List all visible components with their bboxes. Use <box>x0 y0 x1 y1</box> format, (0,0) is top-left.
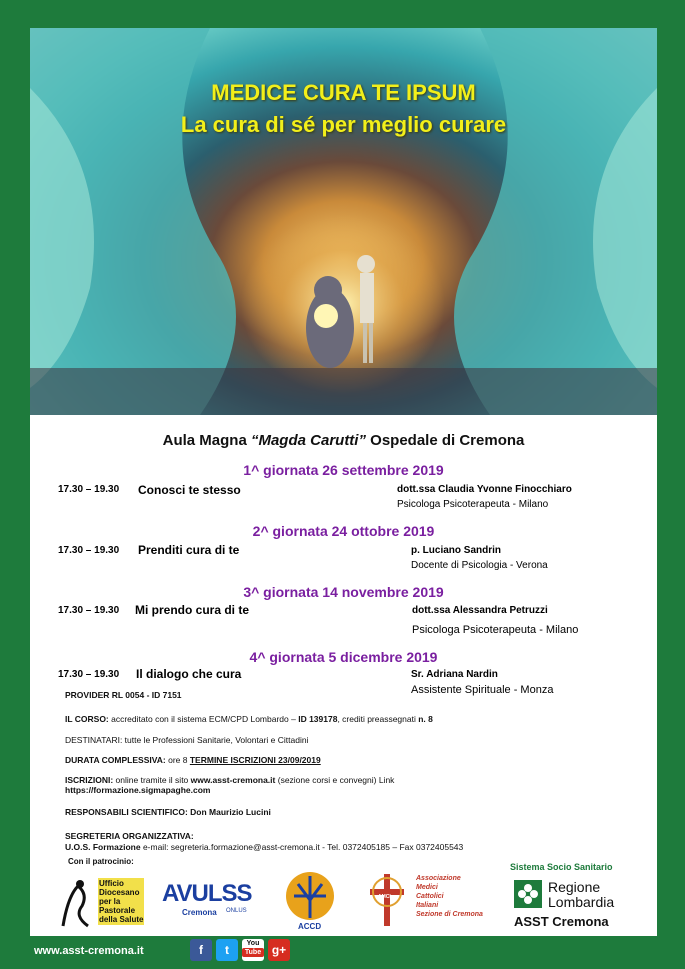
ufficio-diocesano-logo <box>58 876 148 932</box>
corso-text: accreditato con il sistema ECM/CPD Lombardo – <box>108 714 299 724</box>
session-speaker-1: dott.ssa Claudia Yvonne Finocchiaro <box>397 484 572 495</box>
regione-lombardia-logo <box>510 862 650 934</box>
accd-mark-icon <box>280 870 340 922</box>
amci-line-5: Sezione di Cremona <box>416 911 483 918</box>
venue-line <box>30 432 657 449</box>
session-speaker-2: p. Luciano Sandrin <box>411 545 502 556</box>
session-topic-1: Conosci te stesso <box>138 483 241 497</box>
session-time-2: 17.30 – 19.30 <box>58 545 120 556</box>
durata-label: DURATA COMPLESSIVA: <box>65 755 166 765</box>
session-topic-4: Il dialogo che cura <box>136 667 242 681</box>
session-topic-2: Prenditi cura di te <box>138 543 240 557</box>
ufficio-line-2: Diocesano <box>99 888 140 897</box>
avulss-logo <box>162 880 262 928</box>
destinatari-line: DESTINATARI: tutte le Professioni Sanitarie, Volontari e Cittadini <box>65 735 309 745</box>
sistema-label: Sistema Socio Sanitario <box>510 862 613 872</box>
segreteria-text: e-mail: segreteria.formazione@asst-cremona.it - Tel. 0372405185 – Fax 0372405543 <box>140 842 464 852</box>
poster-title: MEDICE CURA TE IPSUM <box>211 80 476 105</box>
session-role-1: Psicologa Psicoterapeuta - Milano <box>397 499 549 510</box>
segreteria-uos: U.O.S. Formazione <box>65 842 141 852</box>
session-topic-3: Mi prendo cura di te <box>135 603 250 617</box>
youtube-bottom: Tube <box>242 948 264 957</box>
facebook-icon[interactable]: f <box>190 939 212 961</box>
youtube-top: You <box>246 940 260 947</box>
footer-website-link[interactable]: www.asst-cremona.it <box>34 945 144 957</box>
poster-sheet <box>30 28 657 936</box>
youtube-icon[interactable] <box>242 939 264 961</box>
iscrizioni-tail: (sezione corsi e convegni) Link <box>275 775 395 785</box>
hero-illustration <box>30 28 657 415</box>
venue-name: “Magda Carutti” <box>250 432 366 449</box>
patrocinio-label: Con il patrocinio: <box>68 857 134 866</box>
session-day-1: 1^ giornata 26 settembre 2019 <box>243 462 444 478</box>
amci-line-3: Cattolici <box>416 893 444 900</box>
ufficio-mark-icon <box>58 876 98 932</box>
provider-line: PROVIDER RL 0054 - ID 7151 <box>65 690 182 700</box>
regione-line-1: Regione <box>548 879 601 895</box>
session-day-4: 4^ giornata 5 dicembre 2019 <box>249 649 438 665</box>
session-role-2: Docente di Psicologia - Verona <box>411 560 548 571</box>
venue-pre: Aula Magna <box>162 432 251 449</box>
iscrizioni-site-link[interactable]: www.asst-cremona.it <box>190 775 276 785</box>
ufficio-line-5: della Salute <box>99 915 144 924</box>
session-time-1: 17.30 – 19.30 <box>58 484 120 495</box>
amci-mark: AMCI <box>378 894 391 900</box>
regione-line-2: Lombardia <box>548 894 615 910</box>
accd-logo <box>280 870 340 934</box>
amci-line-4: Italiani <box>416 902 439 909</box>
poster-subtitle: La cura di sé per meglio curare <box>180 112 507 137</box>
amci-logo <box>364 872 504 932</box>
durata-line <box>65 755 321 765</box>
iscrizioni-url-link[interactable]: https://formazione.sigmapaghe.com <box>65 785 211 795</box>
segreteria-label: SEGRETERIA ORGANIZZATIVA: <box>65 831 194 841</box>
corso-label: IL CORSO: <box>65 714 109 724</box>
ufficio-line-4: Pastorale <box>99 906 136 915</box>
amci-line-1: Associazione <box>416 875 461 882</box>
session-day-3: 3^ giornata 14 novembre 2019 <box>243 584 444 600</box>
twitter-icon[interactable]: t <box>216 939 238 961</box>
segreteria-line <box>65 842 463 852</box>
session-time-3: 17.30 – 19.30 <box>58 605 120 616</box>
google-plus-icon[interactable]: g+ <box>268 939 290 961</box>
asst-name: ASST Cremona <box>514 914 609 929</box>
corso-crediti: n. 8 <box>418 714 433 724</box>
amci-line-2: Medici <box>416 884 438 891</box>
avulss-name: AVULSS <box>162 880 252 907</box>
corso-line <box>65 714 433 724</box>
session-time-4: 17.30 – 19.30 <box>58 669 120 680</box>
venue-post: Ospedale di Cremona <box>365 432 525 449</box>
amci-cross-icon <box>364 872 410 928</box>
corso-id: ID 139178 <box>298 714 338 724</box>
session-role-4: Assistente Spirituale - Monza <box>411 684 554 696</box>
session-day-2: 2^ giornata 24 ottobre 2019 <box>252 523 435 539</box>
iscrizioni-text: online tramite il sito <box>113 775 191 785</box>
iscrizioni-line <box>65 775 394 785</box>
session-role-3: Psicologa Psicoterapeuta - Milano <box>412 624 579 636</box>
accd-name: ACCD <box>298 922 322 931</box>
ufficio-line-1: Ufficio <box>99 879 124 888</box>
iscrizioni-label: ISCRIZIONI: <box>65 775 114 785</box>
avulss-onlus: ONLUS <box>226 908 247 914</box>
avulss-sub: Cremona <box>182 908 217 917</box>
responsabili-line: RESPONSABILI SCIENTIFICO: Don Maurizio Lucini <box>65 807 271 817</box>
session-speaker-3: dott.ssa Alessandra Petruzzi <box>412 605 548 616</box>
termine-iscrizioni: TERMINE ISCRIZIONI 23/09/2019 <box>189 755 321 765</box>
session-speaker-4: Sr. Adriana Nardin <box>411 669 498 680</box>
ufficio-line-3: per la <box>99 897 121 906</box>
lombardia-rose-icon <box>514 880 542 908</box>
durata-text: ore 8 <box>165 755 190 765</box>
corso-tail: , crediti preassegnati <box>337 714 419 724</box>
